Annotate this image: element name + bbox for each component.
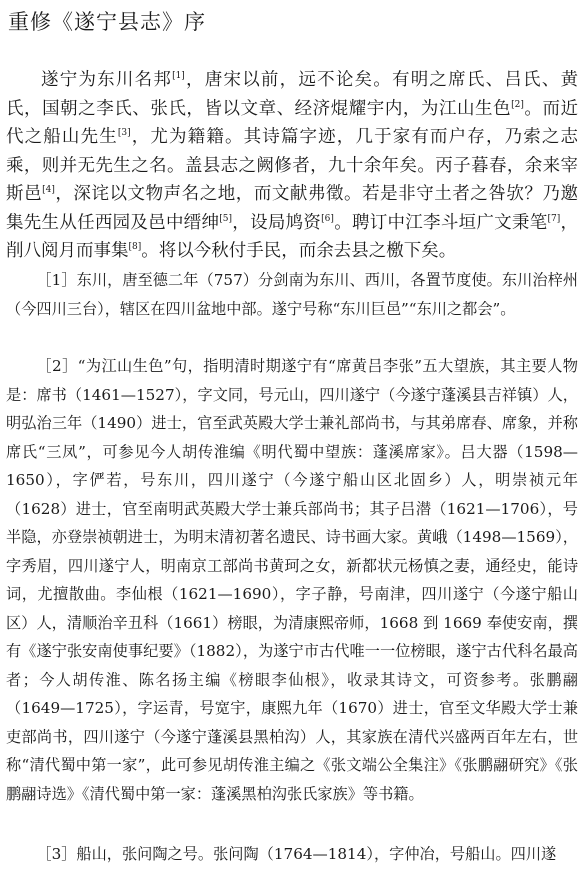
footnote-ref-3[interactable]: [3] xyxy=(117,128,131,139)
preface-text: 遂宁为东川名邦 xyxy=(41,70,173,90)
preface-body xyxy=(6,66,578,266)
footnote-text: ［1］东川，唐至德二年（757）分剑南为东川、西川，各置节度使。东川治梓州（今四川三台），辖区在四川盆地中部。遂宁号称“东川巨邑”“东川之都会”。 xyxy=(6,271,578,318)
footnote-ref-2[interactable]: [2] xyxy=(511,99,524,110)
footnote-text: ［3］船山，张问陶之号。张问陶（1764—1814），字仲冶，号船山。四川遂 xyxy=(36,845,557,863)
footnote-ref-5[interactable]: [5] xyxy=(219,213,233,224)
footnote-2 xyxy=(6,352,578,808)
preface-text: ，设局鸠资 xyxy=(232,212,322,233)
footnote-ref-7[interactable]: [7] xyxy=(547,213,561,224)
preface-text: ，唐宋以前，远不论矣。有明之席氏、吕氏、黄氏，国朝之李氏、张氏，皆以文章、经济焜耀宇内，为江山生色 xyxy=(6,70,578,119)
footnote-ref-1[interactable]: [1] xyxy=(172,71,185,82)
preface-text: 。聘订中江李斗垣广文秉笔 xyxy=(333,212,548,233)
footnote-ref-6[interactable]: [6] xyxy=(321,213,334,224)
preface-text: ，削八阅月而事集 xyxy=(6,212,579,261)
footnote-text: ［2］“为江山生色”句，指明清时期遂宁有“席黄吕李张”五大望族，其主要人物是：席书（1461—1527），字文同，号元山，四川遂宁（今遂宁蓬溪县吉祥镇）人，明弘治三年（1490）进士，官至武英殿大学士兼礼部尚书，与其弟席春、席象，并称席氏“三凤”，可参见今人胡传淮编《明代蜀中望族：蓬溪席家》。吕大器（1598—1650），字俨若，号东川，四川遂宁（今遂宁船山区北固乡）人，明崇祯元年（1628）进士，官至南明武英殿大学士兼兵部尚书；其子吕潜（1621—1706），号半隐，亦登崇祯朝进士，为明末清初著名遗民、诗书画大家。黄峨（1498—1569），字秀眉，四川遂宁人，明南京工部尚书黄珂之女，新都状元杨慎之妻，通经史，能诗词，尤擅散曲。李仙根（1621—1690），字子静，号南津，四川遂宁（今遂宁船山区）人，清顺治辛丑科（1661）榜眼，为清康熙帝师，1668 到 1669 奉使安南，撰有《遂宁张安南使事纪要》（1882），为遂宁市古代唯一一位榜眼，遂宁古代科名最高者；今人胡传淮、陈名扬主编《榜眼李仙根》，收录其诗文，可资参考。张鹏翮（1649—1725），字运青，号宽宇，康熙九年（1670）进士，官至文华殿大学士兼吏部尚书，四川遂宁（今遂宁蓬溪县黑柏沟）人，其家族在清代兴盛两百年左右，世称“清代蜀中第一家”，此可参见胡传淮主编之《张文端公全集注》《张鹏翮研究》《张鹏翮诗选》《清代蜀中第一家：蓬溪黑柏沟张氏家族》等书籍。 xyxy=(6,357,578,803)
page-title: 重修《遂宁县志》序 xyxy=(8,10,206,34)
footnote-ref-8[interactable]: [8] xyxy=(128,242,142,253)
footnote-1 xyxy=(6,266,578,323)
preface-paragraph xyxy=(6,66,578,266)
footnote-ref-4[interactable]: [4] xyxy=(42,185,55,196)
preface-text: 。将以今秋付手民，而余去县之檄下矣。 xyxy=(141,241,457,261)
preface-text: ，深诧以文物声名之地，而文献弗徵。若是非守土者之咎欤？乃邀集先生从任西园及邑中缙绅 xyxy=(6,184,579,233)
footnote-3 xyxy=(6,840,578,869)
preface-text: 。而近代之船山先生 xyxy=(6,98,579,147)
preface-text: ，尤为籍籍。其诗篇字迹，几于家有而户存，乃索之志乘，则并无先生之名。盖县志之阙修者，九十余年矣。丙子暮春，余来宰斯邑 xyxy=(6,127,579,204)
